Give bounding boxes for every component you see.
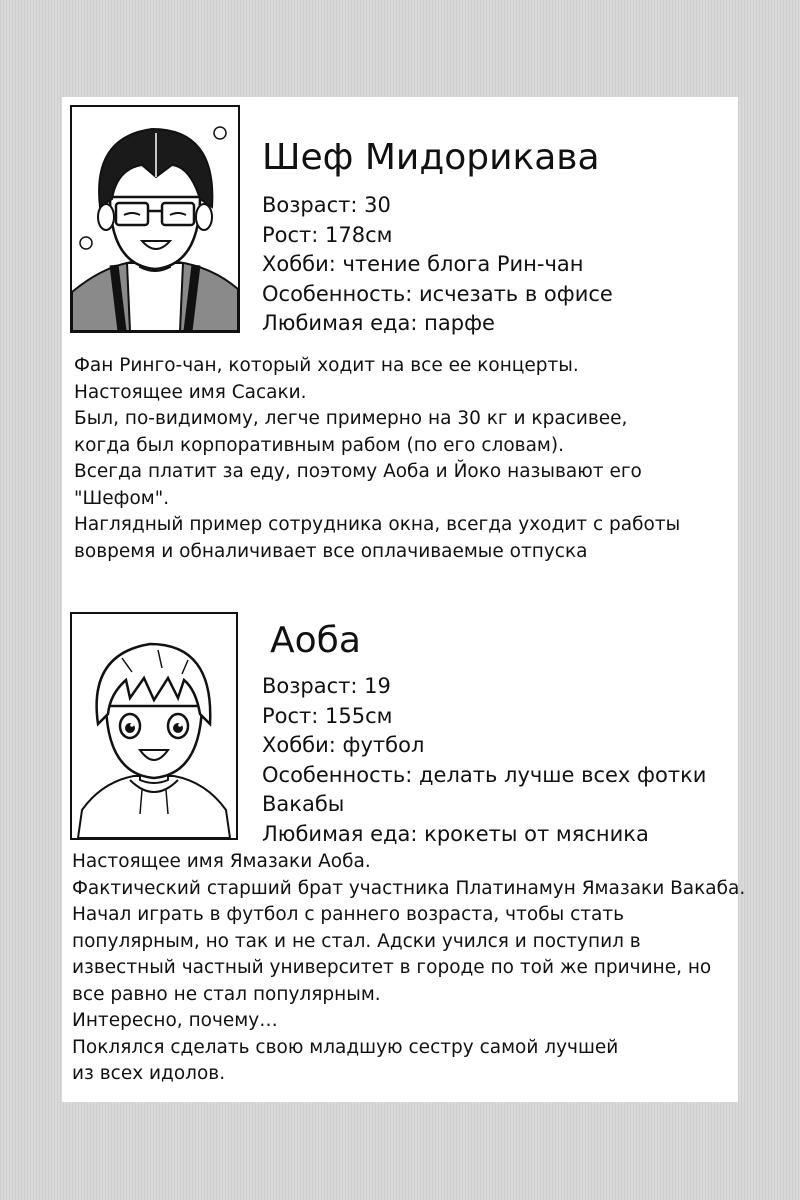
bio-line: "Шефом". [74,487,170,509]
character-stats [262,672,706,849]
bio-line: Поклялся сделать свою младшую сестру самой лучшей [72,1036,619,1058]
profile-page [62,97,746,1102]
bio-line: Начал играть в футбол с раннего возраста, чтобы стать [72,904,625,925]
stat-age: Возраст: 19 [262,674,391,698]
bio-line: Фактический старший брат участника Платинамун Ямазаки Вакаба. [72,877,746,899]
bio-line: Настоящее имя Сасаки. [74,381,307,403]
bio-line: когда был корпоративным рабом (по его словам). [74,434,564,456]
aoba-drawing [72,614,236,838]
bio-line: все равно не стал популярным. [72,983,381,1005]
bio-line: Был, по-видимому, легче примерно на 30 кг и красивее, [74,408,628,429]
stat-favorite-food: Любимая еда: крокеты от мясника [262,821,649,846]
stat-age: Возраст: 30 [262,193,391,217]
chef-midorikawa-drawing [72,107,238,331]
bio-line: Интересно, почему… [72,1010,278,1031]
bio-line: из всех идолов. [72,1063,226,1084]
stat-height: Рост: 178см [262,222,393,247]
bio-line: Всегда платит за еду, поэтому Аоба и Йоко называют его [74,461,642,482]
chef-midorikawa-portrait [70,105,240,333]
character-stats [262,191,613,339]
stat-favorite-food: Любимая еда: парфе [262,311,495,335]
bio-line: известный частный университет в городе по той же причине, но [72,957,712,978]
aoba-portrait [70,612,238,840]
stat-hobby: Хобби: чтение блога Рин-чан [262,252,584,276]
bio-line: Фан Ринго-чан, который ходит на все ее концерты. [74,355,579,376]
bio-line: Наглядный пример сотрудника окна, всегда уходит с работы [74,514,681,535]
bio-line: популярным, но так и не стал. Адски учился и поступил в [72,930,641,952]
stat-hobby: Хобби: футбол [262,733,425,757]
stat-height: Рост: 155см [262,703,393,728]
stat-trait: Особенность: исчезать в офисе [262,281,613,306]
character-bio [74,353,680,565]
character-name: Шеф Мидорикава [262,137,600,178]
bio-line: Настоящее имя Ямазаки Аоба. [72,851,371,872]
stat-trait-continued: Вакабы [262,792,345,816]
bio-line: вовремя и обналичивает все оплачиваемые отпуска [74,540,588,562]
character-bio [72,849,745,1088]
stat-trait: Особенность: делать лучше всех фотки [262,762,707,787]
character-name: Аоба [270,620,361,661]
